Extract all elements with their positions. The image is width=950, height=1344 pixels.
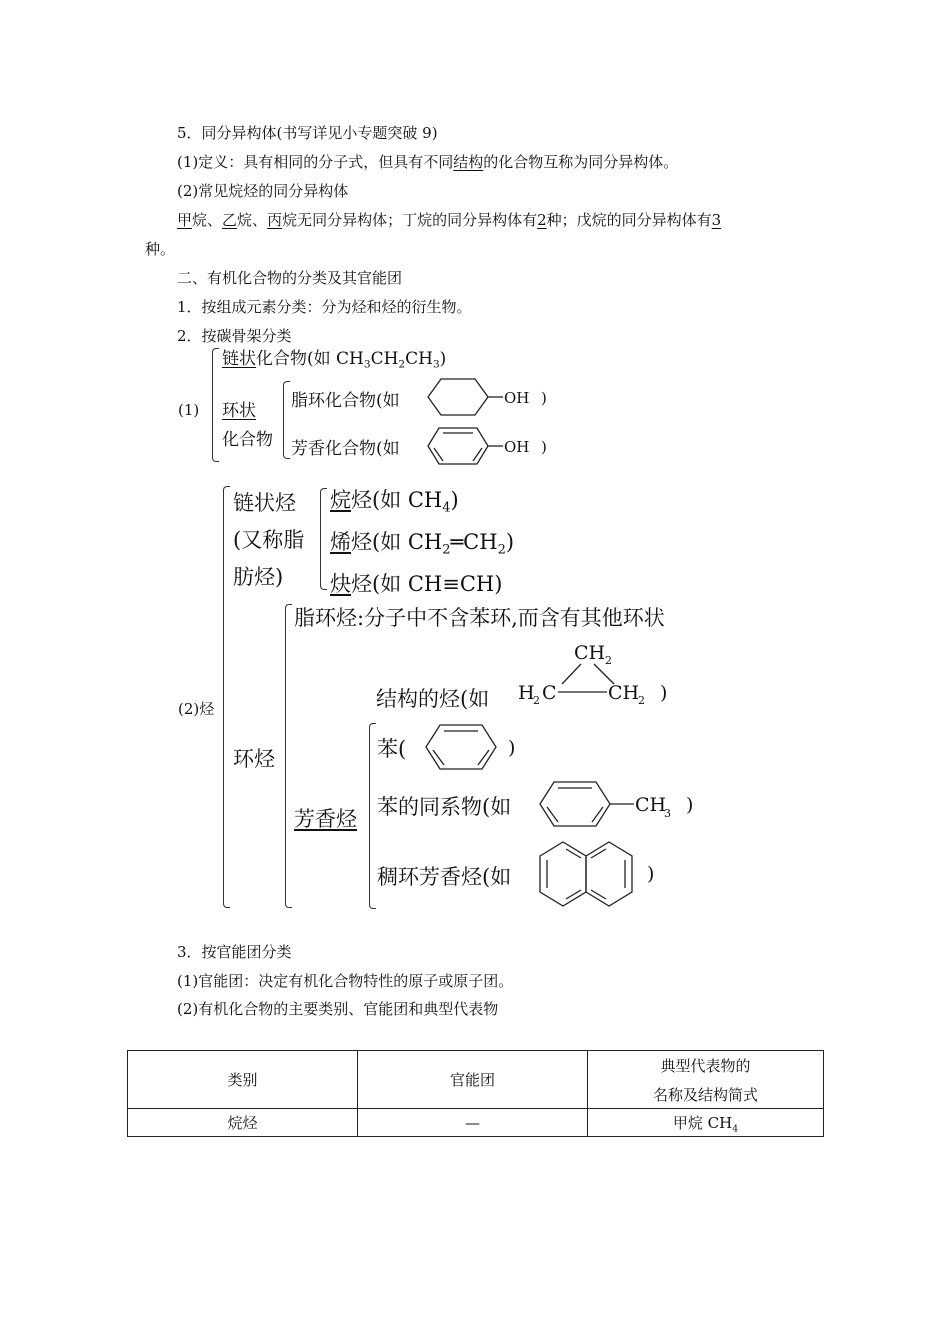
- svg-text:H: H: [518, 682, 535, 704]
- chain-compound: 链状化合物(如 $CH_3CH_2CH_3$): [222, 349, 447, 371]
- close-paren: ): [541, 389, 547, 407]
- brace: [212, 348, 219, 462]
- svg-text:2: 2: [605, 654, 612, 667]
- svg-text:3: 3: [664, 807, 671, 820]
- paragraph: (1)官能团：决定有机化合物特性的原子或原子团。: [177, 972, 514, 990]
- section-heading: 二、有机化合物的分类及其官能团: [177, 269, 403, 287]
- table-row: [128, 1109, 824, 1137]
- table-header-row: [128, 1051, 824, 1109]
- ring-compound-1: 环状: [222, 401, 256, 421]
- svg-text:C: C: [542, 682, 557, 704]
- oh-label: OH: [504, 389, 530, 407]
- tree1-label: (1): [178, 401, 200, 419]
- isomer-line: 甲烷、乙烷、丙烷无同分异构体；丁烷的同分异构体有2种；戊烷的同分异构体有3: [177, 211, 722, 229]
- alicyclic-compound: 脂环化合物(如: [291, 391, 400, 411]
- brace: [285, 604, 292, 908]
- alicyclic-hydrocarbon: 脂环烃:分子中不含苯环,而含有其他环状: [294, 606, 665, 630]
- section-title: 3．按官能团分类: [177, 943, 292, 961]
- svg-text:CH: CH: [635, 794, 667, 816]
- brace: [283, 381, 290, 459]
- alkene: 烯烃(如 $CH_2═CH_2$): [330, 530, 515, 558]
- phenol-structure: [428, 427, 558, 467]
- ring-hydrocarbon: 环烃: [233, 747, 275, 771]
- alkane: 烷烃(如 $CH_4$): [330, 488, 459, 516]
- header-functional-group: 官能团: [358, 1051, 588, 1109]
- naphthalene-structure: [540, 838, 665, 912]
- toluene-structure: [540, 781, 700, 831]
- brace: [320, 488, 327, 590]
- svg-text:2: 2: [533, 694, 540, 707]
- chain-hydrocarbon-3: 肪烃): [233, 565, 284, 589]
- alicyclic-example-text: 结构的烃(如: [376, 687, 490, 711]
- subheading: (2)常见烷烃的同分异构体: [177, 182, 349, 200]
- section-title: 5．同分异构体(书写详见小专题突破 9): [177, 124, 438, 142]
- svg-text:): ): [686, 794, 694, 816]
- svg-text:2: 2: [638, 694, 645, 707]
- header-category: 类别: [128, 1051, 358, 1109]
- svg-text:CH: CH: [574, 642, 606, 664]
- aromatic-hydrocarbon: 芳香烃: [294, 807, 357, 831]
- definition-line: (1)定义：具有相同的分子式，但具有不同结构的化合物互称为同分异构体。: [177, 153, 679, 171]
- aromatic-compound: 芳香化合物(如: [291, 439, 400, 459]
- tree2-label: (2)烃: [178, 700, 215, 718]
- item-2: 2．按碳骨架分类: [177, 327, 292, 345]
- classification-table: [127, 1050, 824, 1137]
- chain-hydrocarbon-1: 链状烃: [233, 491, 296, 515]
- paragraph: (2)有机化合物的主要类别、官能团和典型代表物: [177, 1000, 499, 1018]
- header-representative: 典型代表物的 名称及结构简式: [588, 1051, 824, 1109]
- isomer-line-2: 种。: [145, 240, 176, 258]
- cell-representative: 甲烷 $CH_4$: [588, 1109, 824, 1137]
- cell-functional-group: —: [358, 1109, 588, 1137]
- benzene-homolog: 苯的同系物(如: [377, 795, 512, 819]
- brace: [223, 486, 230, 908]
- chain-hydrocarbon-2: (又称脂: [233, 528, 305, 552]
- ring-compound-2: 化合物: [222, 430, 273, 450]
- svg-text:): ): [508, 737, 516, 759]
- brace: [369, 723, 376, 909]
- oh-label: OH: [504, 438, 530, 456]
- item-1: 1．按组成元素分类：分为烃和烃的衍生物。: [177, 298, 472, 316]
- benzene-structure: [426, 724, 536, 772]
- fused-aromatic: 稠环芳香烃(如: [377, 865, 512, 889]
- cell-category: 烷烃: [128, 1109, 358, 1137]
- cyclopropane-structure: [518, 638, 678, 708]
- alkyne: 炔烃(如 CH≡CH): [330, 572, 503, 596]
- svg-text:): ): [647, 863, 655, 885]
- close-paren: ): [541, 438, 547, 456]
- svg-text:CH: CH: [608, 682, 640, 704]
- benzene: 苯(: [377, 737, 407, 761]
- cyclohexanol-structure: [428, 378, 558, 418]
- svg-text:): ): [660, 682, 668, 704]
